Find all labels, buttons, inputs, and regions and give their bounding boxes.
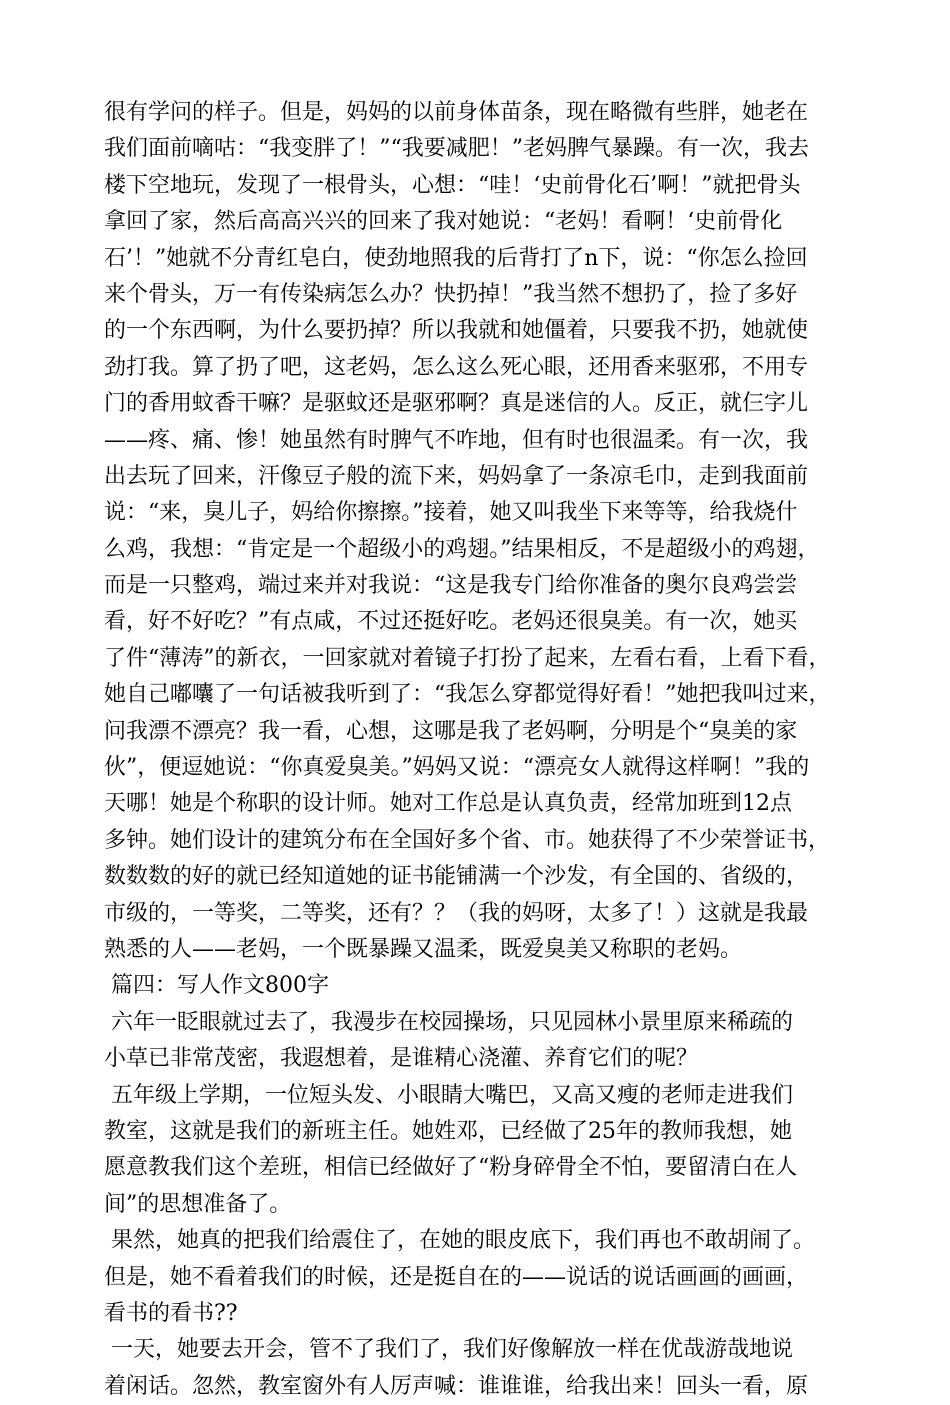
text-line: 小草已非常茂密，我遐想着，是谁精心浇灌、养育它们的呢？ xyxy=(104,1046,699,1072)
text-line: 教室，这就是我们的新班主任。她姓邓，已经做了25年的教师我想，她 xyxy=(104,1118,792,1144)
text-line: 么鸡，我想：“肯定是一个超级小的鸡翅。”结果相反，不是超级小的鸡翅， xyxy=(104,536,820,562)
text-line: 来个骨头，万一有传染病怎么办？快扔掉！”我当然不想扔了，捡了多好 xyxy=(104,281,798,307)
text-line: 愿意教我们这个差班，相信已经做好了“粉身碎骨全不怕，要留清白在人 xyxy=(104,1155,798,1181)
text-line: 间”的思想准备了。 xyxy=(104,1191,292,1217)
text-line: 天哪！她是个称职的设计师。她对工作总是认真负责，经常加班到12点 xyxy=(104,791,792,817)
text-line: ——疼、痛、惨！她虽然有时脾气不咋地，但有时也很温柔。有一次，我 xyxy=(104,427,809,453)
text-line: 我们面前嘀咕：“我变胖了！”“我要减肥！”老妈脾气暴躁。有一次，我去 xyxy=(104,136,809,162)
text-line: 石’！”她就不分青红皂白，使劲地照我的后背打了n下，说：“你怎么捡回 xyxy=(104,245,808,271)
text-line: 多钟。她们设计的建筑分布在全国好多个省、市。她获得了不少荣誉证书， xyxy=(104,827,831,853)
text-line: 很有学问的样子。但是，妈妈的以前身体苗条，现在略微有些胖，她老在 xyxy=(104,100,809,125)
text-line: 楼下空地玩，发现了一根骨头，心想：“哇！‘史前骨化石’啊！”就把骨头 xyxy=(104,172,801,198)
text-line: 熟悉的人——老妈，一个既暴躁又温柔，既爱臭美又称职的老妈。 xyxy=(104,936,743,962)
text-line: 但是，她不看着我们的时候，还是挺自在的——说话的说话画画的画画， xyxy=(104,1264,809,1290)
text-line: 劲打我。算了扔了吧，这老妈，怎么这么死心眼，还用香来驱邪，不用专 xyxy=(104,354,809,380)
text-line: 拿回了家，然后高高兴兴的回来了我对她说：“老妈！看啊！‘史前骨化 xyxy=(104,209,783,235)
text-line: 说：“来，臭儿子，妈给你擦擦。”接着，她又叫我坐下来等等，给我烧什 xyxy=(104,500,798,526)
text-line: 出去玩了回来，汗像豆子般的流下来，妈妈拿了一条凉毛巾，走到我面前 xyxy=(104,463,809,489)
text-line: 市级的，一等奖，二等奖，还有？？（我的妈呀，太多了！）这就是我最 xyxy=(104,900,809,926)
text-line: 的一个东西啊，为什么要扔掉？所以我就和她僵着，只要我不扔，她就使 xyxy=(104,318,809,344)
text-line: 果然，她真的把我们给震住了，在她的眼皮底下，我们再也不敢胡闹了。 xyxy=(104,1228,815,1254)
text-line: 六年一眨眼就过去了，我漫步在校园操场，只见园林小景里原来稀疏的 xyxy=(104,1009,793,1035)
text-line: 着闲话。忽然，教室窗外有人厉声喊：谁谁谁，给我出来！回头一看，原 xyxy=(104,1373,809,1399)
text-line: 她自己嘟囔了一句话被我听到了：“我怎么穿都觉得好看！”她把我叫过来， xyxy=(104,682,831,708)
section-heading: 篇四：写人作文800字 xyxy=(104,973,329,999)
text-line: 看书的看书?? xyxy=(104,1300,238,1326)
text-line: 数数数的好的就已经知道她的证书能铺满一个沙发，有全国的、省级的， xyxy=(104,864,809,890)
text-line: 一天，她要去开会，管不了我们了，我们好像解放一样在优哉游哉地说 xyxy=(104,1337,793,1363)
text-line: 了件“薄涛”的新衣，一回家就对着镜子打扮了起来，左看右看，上看下看， xyxy=(104,645,831,671)
text-line: 问我漂不漂亮？我一看，心想，这哪是我了老妈啊，分明是个“臭美的家 xyxy=(104,718,798,744)
text-line: 五年级上学期，一位短头发、小眼睛大嘴巴，又高又瘦的老师走进我们 xyxy=(104,1082,793,1108)
text-line: 而是一只整鸡，端过来并对我说：“这是我专门给你准备的奥尔良鸡尝尝 xyxy=(104,573,798,599)
text-line: 看，好不好吃？”有点咸，不过还挺好吃。老妈还很臭美。有一次，她买 xyxy=(104,609,798,635)
document-body xyxy=(104,95,856,1405)
text-line: 伙”，便逗她说：“你真爱臭美。”妈妈又说：“漂亮女人就得这样啊！”我的 xyxy=(104,755,810,781)
text-line: 门的香用蚊香干嘛？是驱蚊还是驱邪啊？真是迷信的人。反正，就仨字儿 xyxy=(104,391,809,417)
